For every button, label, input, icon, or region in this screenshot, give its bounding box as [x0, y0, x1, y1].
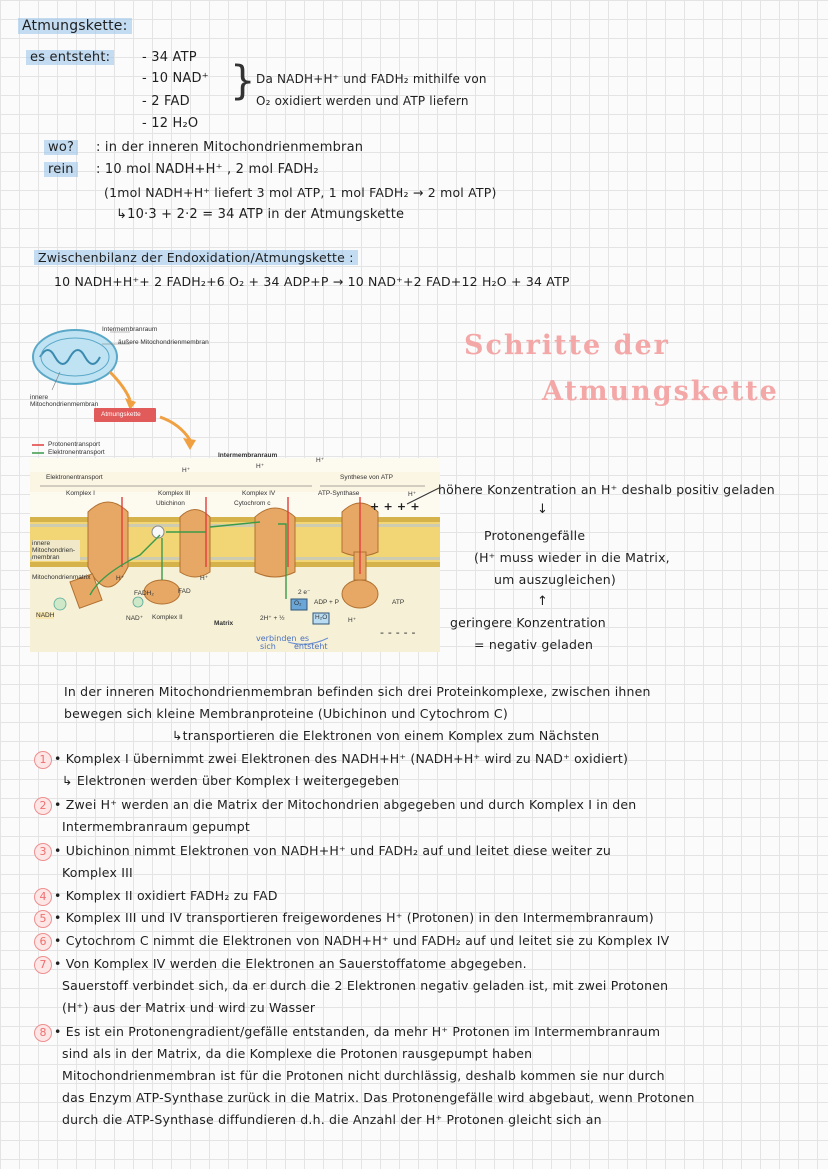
- komplex-4-shape: [255, 508, 295, 577]
- step-number-1: 1: [34, 751, 52, 769]
- atmungskette-box-label: Atmungskette: [101, 411, 141, 418]
- entsteht-label: es entsteht:: [26, 50, 114, 66]
- arrow-down-icon: ↓: [537, 502, 549, 517]
- intermembran-header: Intermembranraum: [218, 452, 278, 459]
- mitochondrion-icon: [33, 330, 117, 384]
- hplus-label: H⁺: [316, 457, 325, 464]
- balance-title: Zwischenbilanz der Endoxidation/Atmungskette :: [34, 250, 358, 265]
- product-item: - 10 NAD⁺: [142, 71, 209, 86]
- annotation-gefaelle: Protonengefälle: [484, 528, 586, 543]
- innere-mem-label: innere Mitochondrien-membran: [32, 540, 80, 561]
- step-number-5: 5: [34, 910, 52, 928]
- minus-signs: - - - - -: [380, 626, 416, 639]
- hplus-label: H⁺: [348, 617, 357, 624]
- matrix-membran-label: Mitochondrienmatrix: [32, 574, 91, 581]
- respiratory-chain-diagram: [30, 312, 440, 652]
- step-line: • Ubichinon nimmt Elektronen von NADH+H⁺ und FADH₂ auf und leitet diese weiter zu: [54, 843, 612, 858]
- step-number-3: 3: [34, 843, 52, 861]
- fad-label: FAD: [178, 588, 191, 595]
- atp-synthase-label: ATP-Synthase: [318, 490, 360, 497]
- step-line: das Enzym ATP-Synthase zurück in die Matrix. Das Protonengefälle wird abgebaut, wenn Protonen: [62, 1090, 695, 1105]
- nadh-label: NADH: [36, 612, 55, 619]
- rein-note: (1mol NADH+H⁺ liefert 3 mol ATP, 1 mol FADH₂ → 2 mol ATP): [104, 185, 497, 200]
- annotation-geringere: = negativ geladen: [474, 637, 594, 652]
- komplex4-label: Komplex IV: [242, 490, 276, 497]
- komplex3-label: Komplex III: [158, 490, 191, 497]
- hand-entsteht: entsteht: [294, 642, 328, 651]
- cytochrom-label: Cytochrom c: [234, 500, 271, 507]
- annotation-hoehere: höhere Konzentration an H⁺ deshalb positiv geladen: [438, 482, 775, 497]
- step-line: Komplex III: [62, 865, 133, 880]
- step-line: Sauerstoff verbindet sich, da er durch die 2 Elektronen negativ geladen ist, mit zwei Protonen: [62, 978, 669, 993]
- fadh2-label: FADH₂: [134, 590, 154, 597]
- step-line: • Cytochrom C nimmt die Elektronen von NADH+H⁺ und FADH₂ auf und leitet sie zu Komplex IV: [54, 933, 670, 948]
- wo-text: : in der inneren Mitochondrienmembran: [96, 140, 364, 155]
- hand-sich: sich: [260, 642, 276, 651]
- step-number-2: 2: [34, 797, 52, 815]
- annotation-gefaelle: um auszugleichen): [494, 572, 616, 587]
- intro-line: In der inneren Mitochondrienmembran befinden sich drei Proteinkomplexe, zwischen ihnen: [64, 684, 651, 699]
- komplex1-label: Komplex I: [66, 490, 95, 497]
- label-aeussere-membran: äußere Mitochondrienmembran: [118, 339, 209, 346]
- step-line: Mitochondrienmembran ist für die Protonen nicht durchlässig, deshalb kommen sie nur durch: [62, 1068, 665, 1083]
- balance-equation: 10 NADH+H⁺+ 2 FADH₂+6 O₂ + 34 ADP+P → 10 NAD⁺+2 FAD+12 H₂O + 34 ATP: [54, 274, 570, 289]
- rein-label: rein: [44, 162, 78, 178]
- label-intermembranraum: Intermembranraum: [102, 326, 158, 333]
- two-e-label: 2 e⁻: [298, 589, 311, 596]
- step-line: ↳ Elektronen werden über Komplex I weitergegeben: [62, 773, 400, 788]
- arrow-icon: [183, 438, 196, 450]
- synthese-label: Synthese von ATP: [340, 474, 393, 481]
- step-number-6: 6: [34, 933, 52, 951]
- atp-label: ATP: [392, 599, 405, 606]
- plus-signs: + + + +: [370, 500, 420, 513]
- hplus-label: H⁺: [408, 491, 417, 498]
- hand-es: es: [300, 634, 310, 643]
- matrix-label: Matrix: [214, 620, 234, 627]
- step-line: • Zwei H⁺ werden an die Matrix der Mitochondrien abgegeben und durch Komplex I in den: [54, 797, 637, 812]
- wo-label: wo?: [44, 140, 78, 156]
- legend-electron: Elektronentransport: [48, 449, 105, 456]
- intro-line: bewegen sich kleine Membranproteine (Ubichinon und Cytochrom C): [64, 706, 508, 721]
- side-title-line2: Atmungskette: [542, 376, 779, 407]
- rein-calc: ↳10·3 + 2·2 = 34 ATP in der Atmungskette: [116, 207, 405, 222]
- arrow-up-icon: ↑: [537, 594, 549, 609]
- diagram-svg: [30, 312, 440, 652]
- step-line: durch die ATP-Synthase diffundieren d.h. die Anzahl der H⁺ Protonen gleicht sich an: [62, 1112, 602, 1127]
- step-line: (H⁺) aus der Matrix und wird zu Wasser: [62, 1000, 316, 1015]
- product-item: - 12 H₂O: [142, 116, 199, 131]
- annotation-geringere: geringere Konzentration: [450, 615, 606, 630]
- o2-label: O₂: [294, 600, 302, 607]
- h2o-label: H₂O: [315, 614, 328, 621]
- brace-text: Da NADH+H⁺ und FADH₂ mithilfe von: [256, 72, 487, 86]
- step-number-8: 8: [34, 1024, 52, 1042]
- step-line: • Es ist ein Protonengradient/gefälle entstanden, da mehr H⁺ Protonen im Intermembranraum: [54, 1024, 661, 1039]
- annotation-gefaelle: (H⁺ muss wieder in die Matrix,: [474, 550, 670, 565]
- hplus-label: H⁺: [256, 463, 265, 470]
- product-item: - 34 ATP: [142, 50, 197, 65]
- step-line: sind als in der Matrix, da die Komplexe die Protonen rausgepumpt haben: [62, 1046, 533, 1061]
- hand-verbinden: verbinden: [256, 634, 297, 643]
- nad-label: NAD⁺: [126, 615, 144, 622]
- komplex2-label: Komplex II: [152, 614, 183, 621]
- legend-proton: Protonentransport: [48, 441, 101, 448]
- product-item: - 2 FAD: [142, 94, 190, 109]
- section-title-atmungskette: Atmungskette:: [18, 18, 132, 35]
- label-innere-membran: innere Mitochondrienmembran: [30, 394, 99, 408]
- elektronentransport-label: Elektronentransport: [46, 474, 103, 481]
- step-line: • Komplex III und IV transportieren freigewordenes H⁺ (Protonen) in den Intermembranraum): [54, 910, 654, 925]
- brace-icon: }: [230, 58, 256, 104]
- two-h-label: 2H⁺ + ½: [260, 615, 285, 622]
- hplus-label: H⁺: [116, 575, 125, 582]
- step-line: Intermembranraum gepumpt: [62, 819, 250, 834]
- step-line: • Komplex I übernimmt zwei Elektronen des NADH+H⁺ (NADH+H⁺ wird zu NAD⁺ oxidiert): [54, 751, 629, 766]
- hplus-label: H⁺: [200, 575, 209, 582]
- hplus-label: H⁺: [182, 467, 191, 474]
- ubichinon-label: Ubichinon: [156, 500, 185, 507]
- adp-label: ADP + P: [314, 599, 339, 606]
- intro-line: ↳transportieren die Elektronen von einem Komplex zum Nächsten: [172, 728, 600, 743]
- brace-text: O₂ oxidiert werden und ATP liefern: [256, 94, 469, 108]
- rein-text: : 10 mol NADH+H⁺ , 2 mol FADH₂: [96, 162, 319, 177]
- side-title-line1: Schritte der: [464, 330, 670, 361]
- step-line: • Von Komplex IV werden die Elektronen an Sauerstoffatome abgegeben.: [54, 956, 527, 971]
- step-number-7: 7: [34, 956, 52, 974]
- step-number-4: 4: [34, 888, 52, 906]
- step-line: • Komplex II oxidiert FADH₂ zu FAD: [54, 888, 278, 903]
